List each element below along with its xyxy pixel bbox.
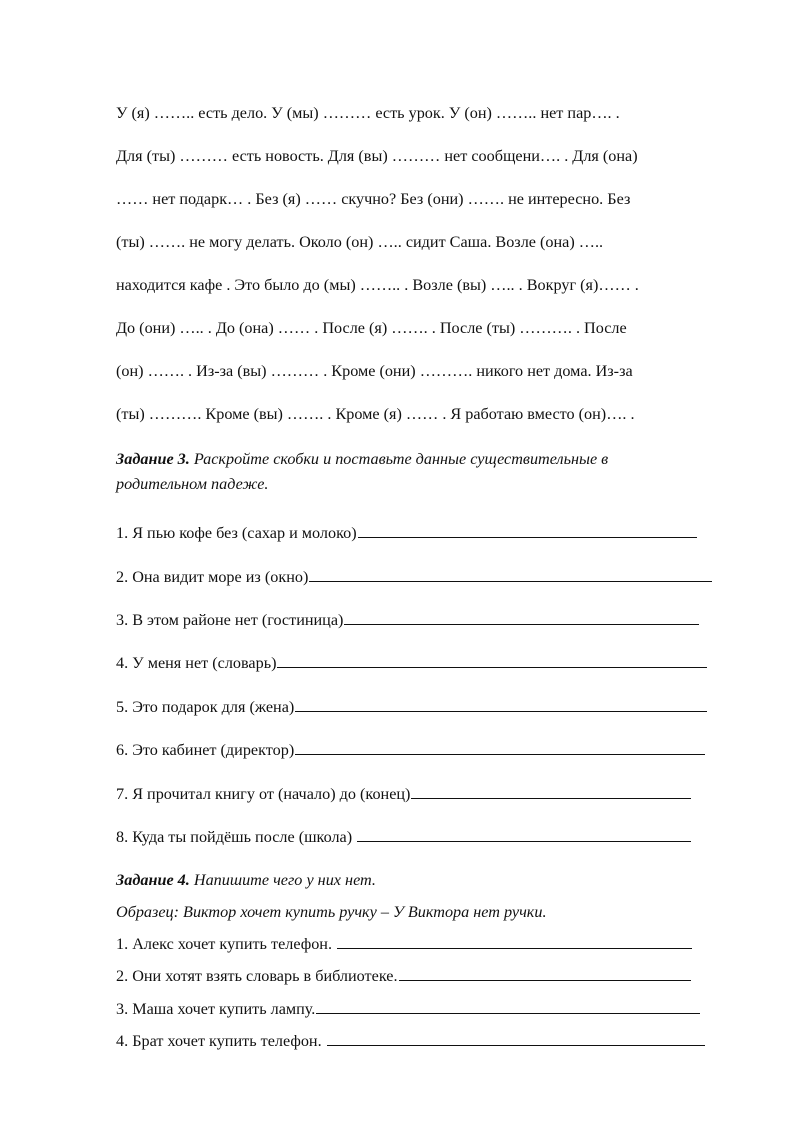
paragraph-line-4: (ты) ……. не могу делать. Около (он) ….. сидит Саша. Возле (она) …..	[116, 233, 604, 251]
task4-item	[116, 934, 692, 954]
answer-blank[interactable]	[411, 784, 691, 799]
task3-heading-line2: родительном падеже.	[116, 475, 269, 493]
task3-item	[116, 827, 691, 847]
task3-item	[116, 697, 707, 717]
answer-blank[interactable]	[295, 697, 707, 712]
paragraph-line-3: …… нет подарк… . Без (я) …… скучно? Без (они) ……. не интересно. Без	[116, 190, 631, 208]
task4-item	[116, 1031, 705, 1051]
answer-blank[interactable]	[295, 740, 705, 755]
task4-item	[116, 999, 700, 1019]
paragraph-line-2: Для (ты) ……… есть новость. Для (вы) ……… нет сообщени…. . Для (она)	[116, 147, 638, 165]
answer-blank[interactable]	[277, 653, 707, 668]
answer-blank[interactable]	[358, 523, 697, 538]
task3-item-text: 3. В этом районе нет (гостиница)	[116, 611, 344, 629]
task3-item	[116, 567, 712, 587]
paragraph-line-5: находится кафе . Это было до (мы) …….. . Возле (вы) ….. . Вокруг (я)…… .	[116, 276, 639, 294]
task3-item	[116, 610, 699, 630]
task3-heading	[116, 445, 756, 473]
task4-number: Задание 4.	[116, 871, 190, 889]
task3-instruction-1: Раскройте скобки и поставьте данные существительные в	[193, 450, 609, 468]
task3-item-text: 1. Я пью кофе без (сахар и молоко)	[116, 524, 357, 542]
paragraph-line-1: У (я) …….. есть дело. У (мы) ……… есть урок. У (он) …….. нет пар…. .	[116, 104, 620, 122]
task3-item-text: 4. У меня нет (словарь)	[116, 654, 277, 672]
task3-item-text: 8. Куда ты пойдёшь после (школа)	[116, 828, 357, 846]
task3-item	[116, 523, 697, 543]
task4-item	[116, 966, 691, 986]
task3-item	[116, 653, 707, 673]
answer-blank[interactable]	[344, 610, 699, 625]
task3-item-text: 5. Это подарок для (жена)	[116, 698, 295, 716]
task4-item-text: 4. Брат хочет купить телефон.	[116, 1032, 326, 1050]
answer-blank[interactable]	[399, 966, 691, 981]
paragraph-line-6: До (они) ….. . До (она) …… . После (я) ……. . После (ты) ………. . После	[116, 319, 627, 337]
task3-item-text: 6. Это кабинет (директор)	[116, 741, 295, 759]
answer-blank[interactable]	[316, 999, 700, 1014]
task4-item-text: 2. Они хотят взять словарь в библиотеке.	[116, 967, 398, 985]
answer-blank[interactable]	[327, 1031, 705, 1046]
answer-blank[interactable]	[337, 934, 692, 949]
task3-item	[116, 740, 705, 760]
task3-number: Задание 3.	[116, 450, 190, 468]
task3-item	[116, 784, 691, 804]
task4-item-text: 3. Маша хочет купить лампу.	[116, 1000, 316, 1018]
answer-blank[interactable]	[309, 567, 712, 582]
task3-item-text: 7. Я прочитал книгу от (начало) до (конец)	[116, 785, 411, 803]
paragraph-line-8: (ты) ………. Кроме (вы) ……. . Кроме (я) …… . Я работаю вместо (он)…. .	[116, 405, 635, 423]
task4-heading	[116, 866, 756, 894]
task4-instruction: Напишите чего у них нет.	[193, 871, 376, 889]
answer-blank[interactable]	[357, 827, 691, 842]
task4-sample: Образец: Виктор хочет купить ручку – У Виктора нет ручки.	[116, 903, 547, 921]
task4-item-text: 1. Алекс хочет купить телефон.	[116, 935, 337, 953]
task3-item-text: 2. Она видит море из (окно)	[116, 568, 309, 586]
paragraph-line-7: (он) ……. . Из-за (вы) ……… . Кроме (они) ………. никого нет дома. Из-за	[116, 362, 633, 380]
